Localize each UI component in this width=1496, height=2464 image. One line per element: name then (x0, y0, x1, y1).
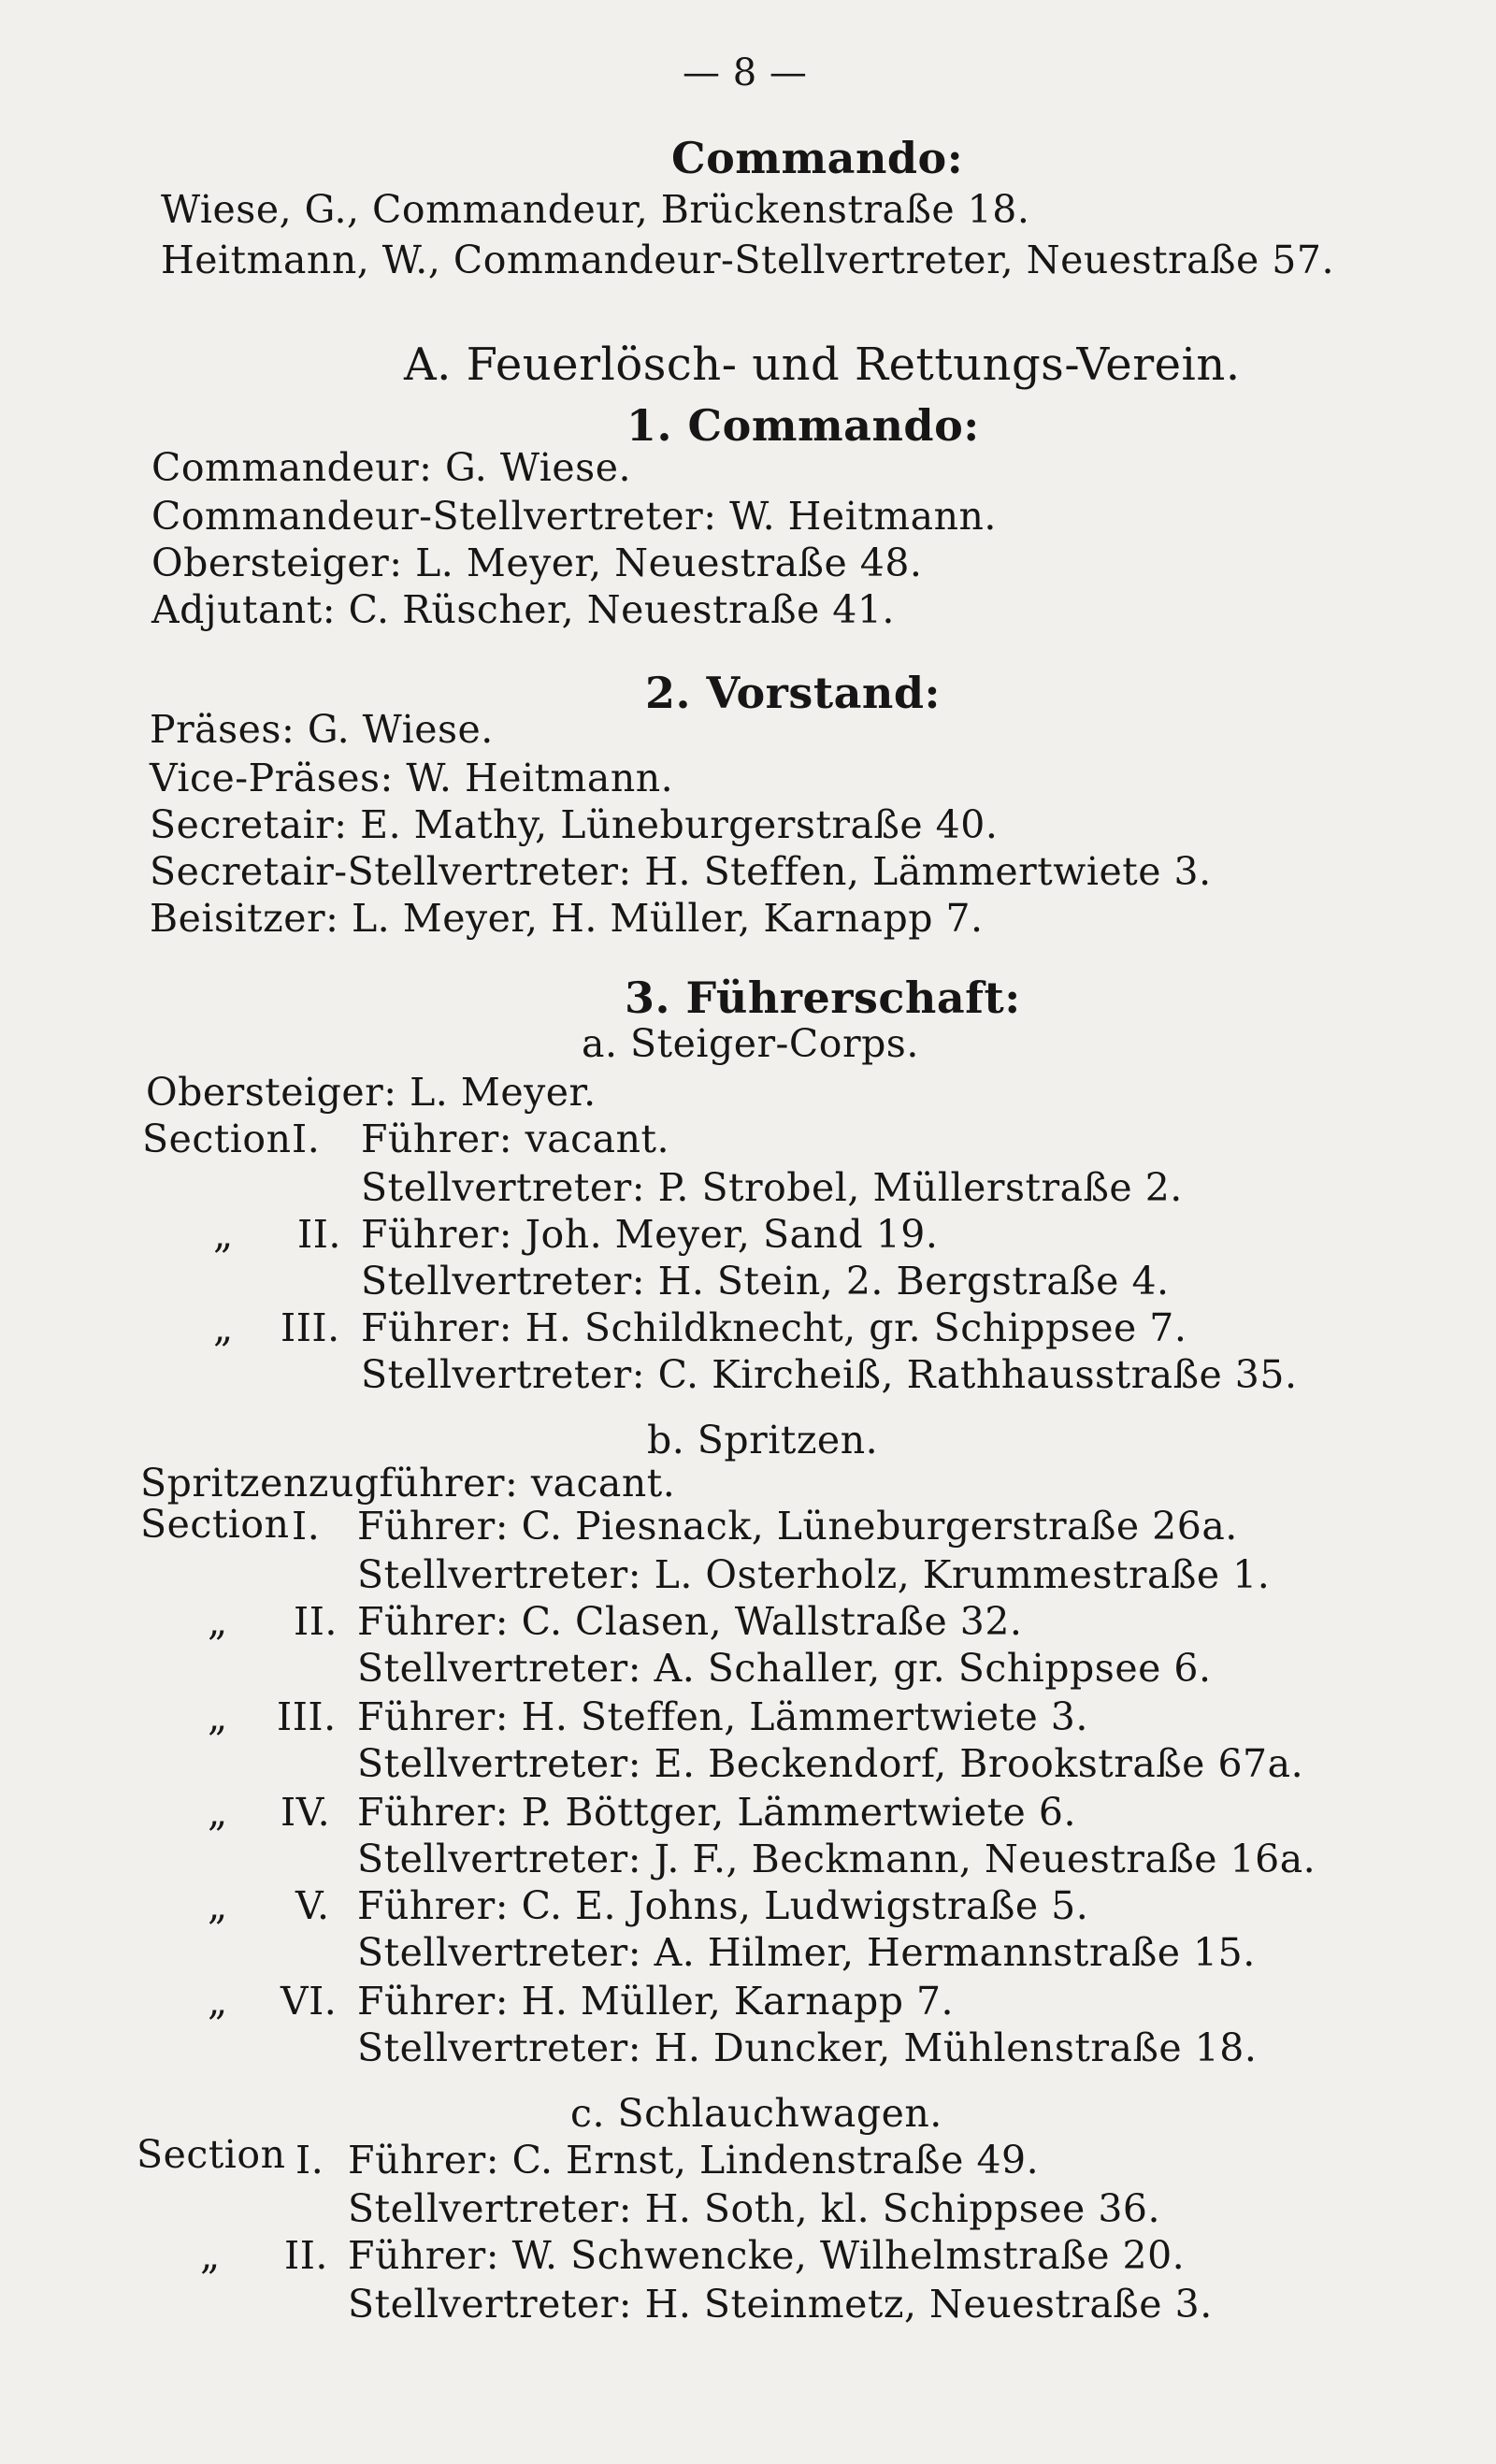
row-text: Führer: Joh. Meyer, Sand 19. (361, 1212, 939, 1257)
commando-line-1: Wiese, G., Commandeur, Brückenstraße 18. (161, 187, 1030, 232)
row-prefix: „ (208, 1599, 228, 1644)
row-num: III. (277, 1694, 337, 1739)
row-text: Stellvertreter: A. Hilmer, Hermannstraße 15. (357, 1930, 1256, 1975)
row-text: Führer: H. Müller, Karnapp 7. (357, 1979, 955, 2024)
sub3c-heading: c. Schlauchwagen. (570, 2091, 942, 2136)
sub2-line-3: Secretair: E. Mathy, Lüneburgerstraße 40. (150, 802, 999, 847)
row-num: V. (295, 1883, 330, 1928)
page-number: — 8 — (683, 51, 808, 94)
row-num: IV. (280, 1790, 331, 1835)
row-prefix: Section (142, 1117, 292, 1161)
sub2-line-4: Secretair-Stellvertreter: H. Steffen, Lämmertwiete 3. (150, 849, 1212, 894)
row-prefix: „ (208, 1883, 228, 1928)
row-text: Führer: C. E. Johns, Ludwigstraße 5. (357, 1883, 1089, 1928)
row-text: Führer: C. Piesnack, Lüneburgerstraße 26a. (357, 1504, 1238, 1549)
row-num: I. (292, 1117, 321, 1161)
sub1-line-4: Adjutant: C. Rüscher, Neuestraße 41. (151, 587, 895, 632)
commando-line-2: Heitmann, W., Commandeur-Stellvertreter, Neuestraße 57. (161, 238, 1334, 282)
row-text: Stellvertreter: E. Beckendorf, Brookstraße 67a. (357, 1741, 1304, 1786)
row-prefix: Section (140, 1502, 290, 1547)
row-text: Führer: P. Böttger, Lämmertwiete 6. (357, 1790, 1076, 1835)
section-a-title: A. Feuerlösch- und Rettungs-Verein. (404, 339, 1241, 391)
row-num: II. (284, 2233, 328, 2278)
sub2-heading: 2. Vorstand: (645, 668, 941, 718)
row-prefix: „ (213, 1212, 234, 1257)
row-text: Stellvertreter: H. Duncker, Mühlenstraße 18. (357, 2025, 1258, 2070)
row-num: III. (280, 1305, 340, 1350)
row-text: Stellvertreter: L. Osterholz, Krummestraße 1. (357, 1552, 1271, 1597)
sub3b-zugfuehrer: Spritzenzugführer: vacant. (140, 1461, 676, 1506)
sub3a-heading: a. Steiger-Corps. (582, 1021, 919, 1066)
sub2-line-2: Vice-Präses: W. Heitmann. (150, 756, 674, 800)
row-prefix: „ (213, 1305, 234, 1350)
row-num: I. (292, 1504, 321, 1549)
row-text: Stellvertreter: A. Schaller, gr. Schippsee 6. (357, 1646, 1212, 1691)
row-num: VI. (280, 1979, 338, 2024)
row-prefix: „ (208, 1790, 228, 1835)
row-text: Führer: H. Steffen, Lämmertwiete 3. (357, 1694, 1088, 1739)
row-prefix: „ (200, 2233, 221, 2278)
row-text: Führer: C. Ernst, Lindenstraße 49. (348, 2138, 1040, 2183)
row-prefix: „ (208, 1694, 228, 1739)
sub1-line-1: Commandeur: G. Wiese. (151, 445, 632, 490)
row-text: Stellvertreter: H. Steinmetz, Neuestraße 3. (348, 2282, 1213, 2327)
row-prefix: „ (208, 1979, 228, 2024)
sub1-line-3: Obersteiger: L. Meyer, Neuestraße 48. (151, 540, 923, 585)
row-num: II. (297, 1212, 341, 1257)
sub1-line-2: Commandeur-Stellvertreter: W. Heitmann. (151, 494, 997, 539)
row-text: Stellvertreter: H. Soth, kl. Schippsee 36. (348, 2186, 1161, 2231)
row-text: Stellvertreter: P. Strobel, Müllerstraße 2. (361, 1165, 1183, 1210)
row-text: Stellvertreter: J. F., Beckmann, Neuestraße 16a. (357, 1837, 1316, 1881)
row-num: II. (294, 1599, 338, 1644)
sub3-heading: 3. Führerschaft: (625, 973, 1021, 1023)
sub2-line-5: Beisitzer: L. Meyer, H. Müller, Karnapp 7. (150, 896, 984, 941)
row-text: Führer: W. Schwencke, Wilhelmstraße 20. (348, 2233, 1186, 2278)
sub1-heading: 1. Commando: (626, 400, 980, 451)
row-text: Führer: vacant. (361, 1117, 669, 1161)
commando-heading: Commando: (671, 133, 964, 183)
row-prefix: Section (137, 2132, 286, 2177)
sub3b-heading: b. Spritzen. (647, 1418, 879, 1463)
sub2-line-1: Präses: G. Wiese. (150, 707, 494, 752)
row-text: Stellvertreter: C. Kircheiß, Rathhausstraße 35. (361, 1352, 1298, 1397)
sub3a-obersteiger: Obersteiger: L. Meyer. (146, 1070, 597, 1115)
row-text: Stellvertreter: H. Stein, 2. Bergstraße 4. (361, 1259, 1170, 1304)
row-text: Führer: C. Clasen, Wallstraße 32. (357, 1599, 1023, 1644)
row-text: Führer: H. Schildknecht, gr. Schippsee 7. (361, 1305, 1187, 1350)
row-num: I. (295, 2138, 324, 2183)
